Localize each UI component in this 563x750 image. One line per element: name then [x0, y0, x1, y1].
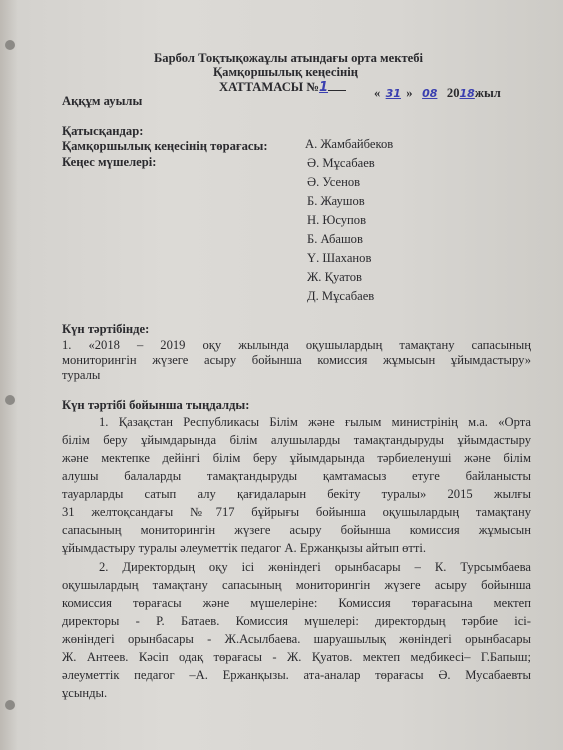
paragraph-line: директоры - Р. Батаев. Комиссия мүшелері: директордың тәрбие ісі-	[62, 614, 531, 628]
protocol-date: « 31 » 08 2018жыл	[374, 86, 501, 100]
paragraph-line: сапасының мониторингін жүзеге асыру бойынша комиссия жұмысын	[62, 523, 531, 537]
paragraph-line: білім беру ұйымдарында білім алушыларды тамақтандыруды ұйымдастыру	[62, 433, 531, 447]
page-edge-shadow	[0, 0, 18, 750]
chair-name: А. Жамбайбеков	[305, 137, 394, 151]
agenda-line: 1. «2018 – 2019 оқу жылында оқушылардың тамақтану сапасының	[62, 338, 531, 352]
paragraph-line: алушы балаларды тамақтандыруды қамтамасыз етуге байланысты	[62, 469, 531, 483]
member-name: Д. Мұсабаев	[307, 289, 375, 303]
paragraph-line: ұйымдастыру туралы әлеуметтік педагог А. Ержанқызы айтып өтті.	[62, 541, 427, 555]
member-name: Ә. Мұсабаев	[307, 156, 375, 170]
protocol-title: ХАТТАМАСЫ №1	[219, 80, 346, 95]
paragraph-line: тауарларды сатып алу қағидаларын бекіту туралы» 2015 жылғы	[62, 487, 531, 501]
binder-hole	[5, 40, 15, 50]
members-label: Кеңес мүшелері:	[62, 155, 157, 169]
chair-label: Қамқоршылық кеңесінің төрағасы:	[62, 139, 268, 153]
binder-hole	[5, 700, 15, 710]
member-name: Ә. Усенов	[307, 175, 361, 189]
agenda-line: мониторингін жүзеге асыру бойынша комиссия жұмысын ұйымдастыру»	[62, 353, 531, 367]
paragraph-line: ұсынды.	[62, 686, 108, 700]
member-name: Б. Абашов	[307, 232, 363, 246]
paragraph-line: 31 желтоқсандағы №717 бұйрығы бойынша оқушылардың тамақтану	[62, 505, 531, 519]
paragraph-line: комиссия төрағасы және мүшелеріне: Комиссия төрағасына мектеп	[62, 596, 531, 610]
member-name: Ү. Шаханов	[307, 251, 372, 265]
school-name: Барбол Тоқтықожаұлы атындағы орта мектебі	[153, 51, 424, 65]
heard-heading: Күн тәртібі бойынша тыңдалды:	[62, 398, 250, 412]
paragraph-line: Ж. Антеев. Кәсіп одақ төрағасы - Ж. Қуатов. мектеп медбикесі– Г.Бапыш;	[62, 650, 531, 664]
member-name: Н. Юсупов	[307, 213, 367, 227]
place-name: Аққұм ауылы	[62, 94, 143, 108]
participants-heading: Қатысқандар:	[62, 124, 144, 138]
paragraph-line: оқушылардың тамақтану сапасының мониторингін жүзеге асыру бойынша	[62, 578, 531, 592]
agenda-heading: Күн тәртібінде:	[62, 322, 150, 336]
paragraph-line: әлеуметтік педагог –А. Ержанқызы. ата-аналар төрағасы Ә. Мусабаевты	[62, 668, 531, 682]
council-name: Қамқоршылық кеңесінің	[213, 65, 358, 79]
protocol-number: 1	[318, 80, 329, 95]
binder-hole	[5, 395, 15, 405]
paragraph-line: 2. Директордың оқу ісі жөніндегі орынбасары – К. Турсымбаева	[99, 560, 531, 574]
agenda-line: туралы	[62, 368, 101, 382]
paragraph-line: және мектепке дейінгі білім беру ұйымдарында тәрбиеленуші және білім	[62, 451, 531, 465]
member-name: Б. Жаушов	[307, 194, 365, 208]
member-name: Ж. Қуатов	[307, 270, 362, 284]
paragraph-line: жөніндегі орынбасары - Ж.Асылбаева. шаруашылық жөніндегі орынбасары	[62, 632, 531, 646]
paragraph-line: 1. Қазақстан Республикасы Білім және ғылым министрінің м.а. «Орта	[99, 415, 531, 429]
